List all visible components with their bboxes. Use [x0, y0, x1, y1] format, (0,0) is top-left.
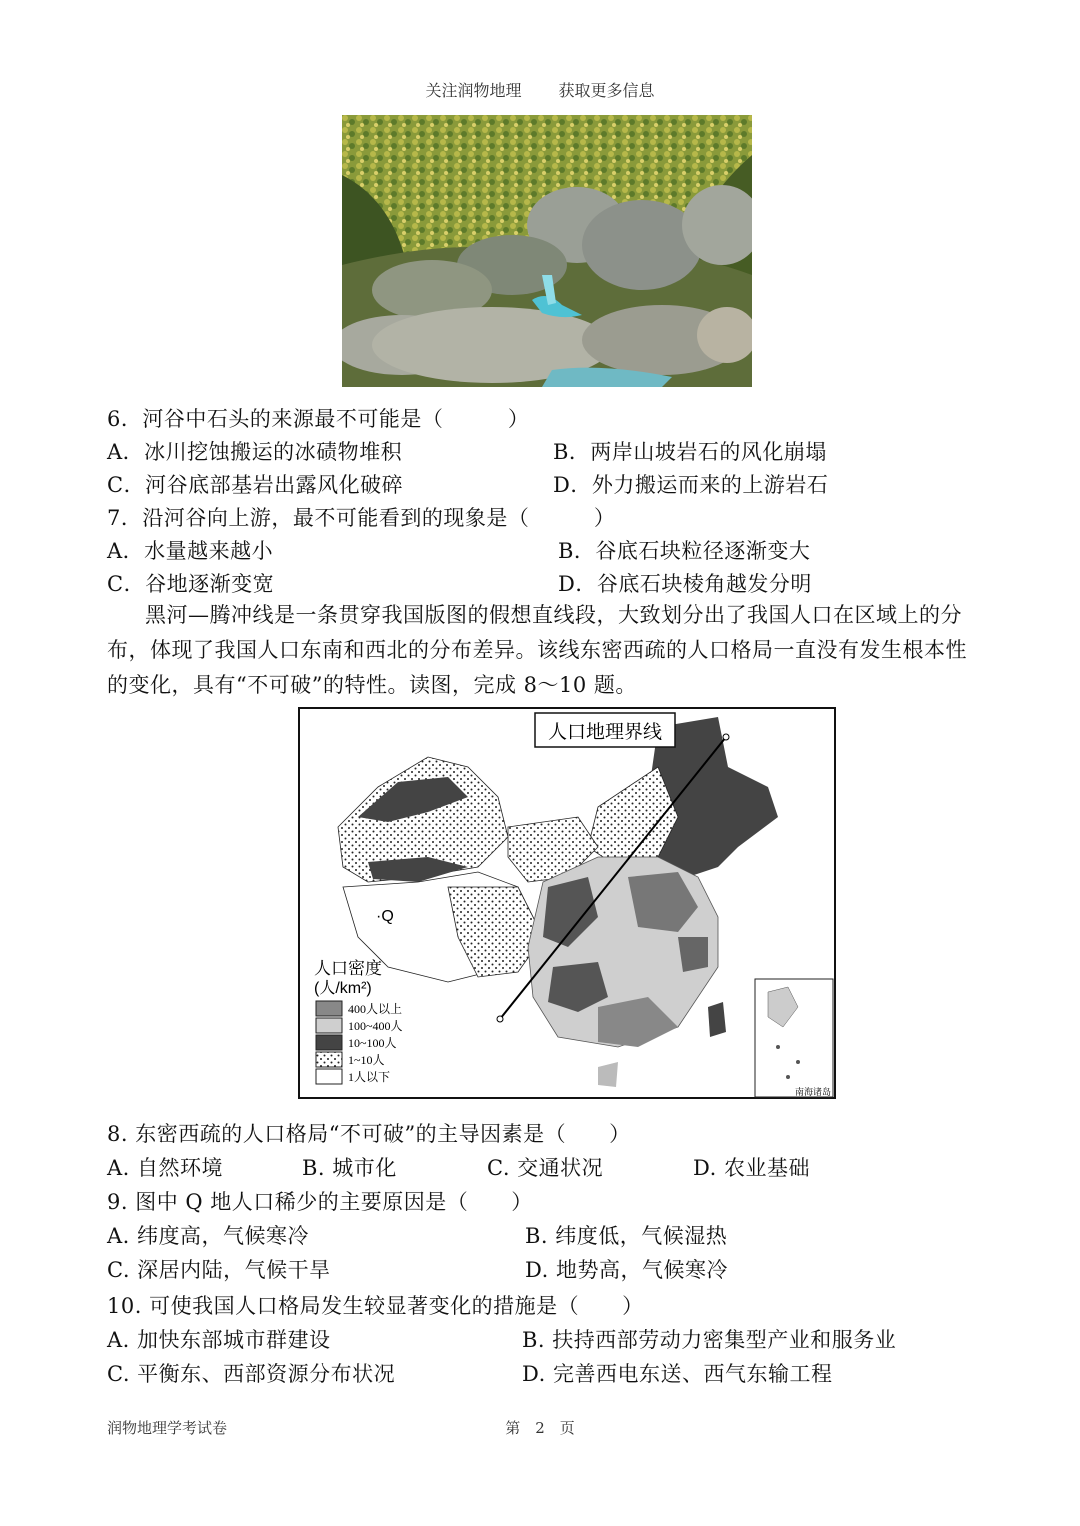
legend-title: 人口密度	[314, 959, 382, 978]
q9-option-a: A. 纬度高，气候寒冷	[107, 1224, 310, 1248]
map-point-q: ·Q	[376, 908, 394, 925]
map-title: 人口地理界线	[547, 722, 663, 743]
q9-option-d: D. 地势高，气候寒冷	[525, 1258, 728, 1282]
q10-option-d: D. 完善西电东送、西气东输工程	[522, 1362, 833, 1386]
legend-item-1: 400人以上	[348, 1002, 403, 1016]
q7-option-d: D．谷底石块棱角越发分明	[558, 572, 812, 596]
q7-option-b: B．谷底石块粒径逐渐变大	[558, 539, 811, 563]
q7-stem: 7．沿河谷向上游，最不可能看到的现象是（ ）	[107, 506, 616, 530]
q6-stem: 6．河谷中石头的来源最不可能是（ ）	[107, 407, 530, 431]
legend-item-5: 1人以下	[348, 1070, 391, 1084]
q8-option-c: C. 交通状况	[487, 1156, 604, 1180]
q6-option-c: C．河谷底部基岩出露风化破碎	[107, 473, 404, 497]
passage	[107, 598, 987, 703]
q9-option-b: B. 纬度低，气候湿热	[525, 1224, 728, 1248]
page-number: 第 2 页	[505, 1419, 575, 1437]
inset-label: 南海诸岛	[794, 1087, 832, 1097]
q9-stem: 9. 图中 Q 地人口稀少的主要原因是（ ）	[107, 1190, 533, 1214]
q6-option-b: B．两岸山坡岩石的风化崩塌	[553, 440, 827, 464]
q6-option-d: D．外力搬运而来的上游岩石	[553, 473, 829, 497]
q10-option-a: A. 加快东部城市群建设	[107, 1328, 331, 1352]
q8-stem: 8. 东密西疏的人口格局“不可破”的主导因素是（ ）	[107, 1122, 631, 1146]
q9-option-c: C. 深居内陆，气候干旱	[107, 1258, 331, 1282]
population-map	[298, 707, 836, 1099]
q10-option-b: B. 扶持西部劳动力密集型产业和服务业	[522, 1328, 897, 1352]
footer-title: 润物地理学考试卷	[107, 1419, 228, 1437]
q6-option-a: A．冰川挖蚀搬运的冰碛物堆积	[107, 440, 403, 464]
header-right-text: 获取更多信息	[558, 81, 655, 100]
legend-item-2: 100~400人	[348, 1019, 403, 1033]
q10-option-c: C. 平衡东、西部资源分布状况	[107, 1362, 396, 1386]
q7-option-a: A．水量越来越小	[107, 539, 274, 563]
legend-item-3: 10~100人	[348, 1036, 397, 1050]
q7-option-c: C．谷地逐渐变宽	[107, 572, 275, 596]
q8-option-d: D. 农业基础	[693, 1156, 810, 1180]
page-header	[0, 78, 1080, 101]
legend-unit: (人/km²)	[314, 980, 372, 997]
legend-item-4: 1~10人	[348, 1053, 385, 1067]
q10-stem: 10. 可使我国人口格局发生较显著变化的措施是（ ）	[107, 1294, 644, 1318]
valley-photo	[342, 115, 752, 387]
passage-text: 黑河—腾冲线是一条贯穿我国版图的假想直线段，大致划分出了我国人口在区域上的分布，体现了我国人口东南和西北的分布差异。该线东密西疏的人口格局一直没有发生根本性的变化，具有“不可破”的特性。读图，完成 8～10 题。	[107, 603, 967, 697]
q8-option-a: A. 自然环境	[107, 1156, 224, 1180]
q8-option-b: B. 城市化	[302, 1156, 397, 1180]
header-left-text: 关注润物地理	[425, 81, 522, 100]
